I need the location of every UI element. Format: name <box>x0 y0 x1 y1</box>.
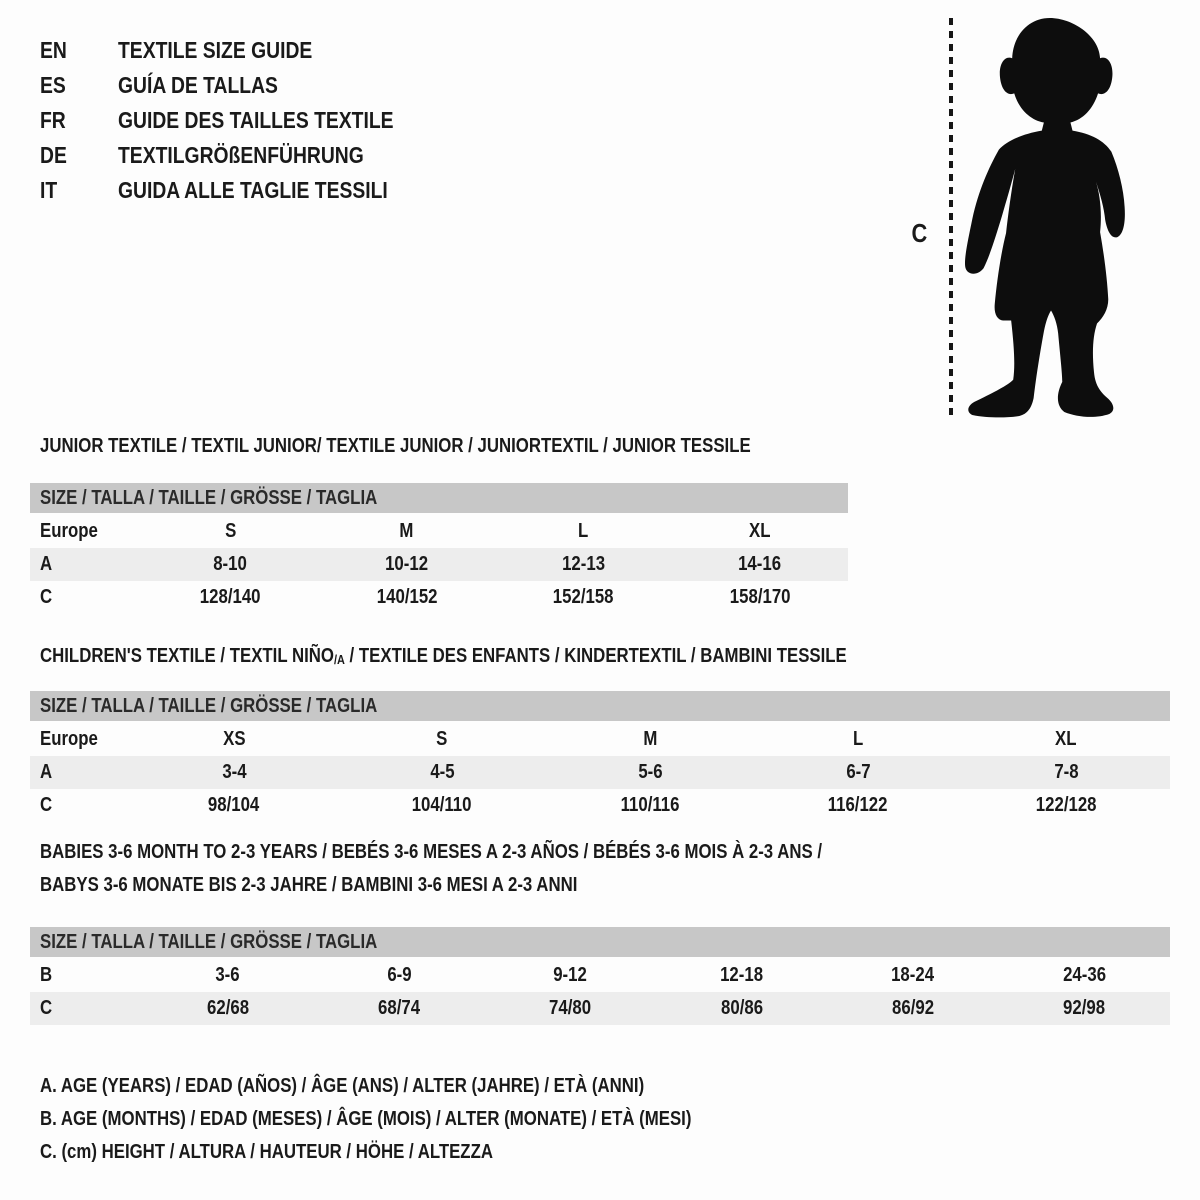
language-row <box>40 68 446 103</box>
table-cell: 80/86 <box>720 997 763 1019</box>
table-row-a <box>30 756 1170 789</box>
children-table-title <box>40 644 1000 672</box>
column-header: XL <box>1055 728 1077 750</box>
column-header-row <box>30 723 1170 756</box>
language-title: GUÍA DE TALLAS <box>118 72 278 98</box>
table-cell: 4-5 <box>429 761 455 783</box>
size-header-label: SIZE / TALLA / TAILLE / GRÖSSE / TAGLIA <box>40 694 378 717</box>
table-cell: 158/170 <box>729 586 791 608</box>
column-header: L <box>578 520 589 542</box>
row-label: C <box>40 794 53 816</box>
height-dashed-line <box>949 18 953 416</box>
language-title: GUIDA ALLE TAGLIE TESSILI <box>118 177 388 203</box>
table-cell: 3-4 <box>221 761 247 783</box>
row-label: B <box>40 964 53 986</box>
junior-table <box>30 483 848 614</box>
table-cell: 5-6 <box>637 761 663 783</box>
size-header-bar <box>30 691 1170 721</box>
babies-table <box>30 927 1170 1025</box>
height-measure-label: C <box>911 218 928 248</box>
region-label: Europe <box>40 728 98 750</box>
language-code: EN <box>40 37 67 63</box>
table-cell: 3-6 <box>215 964 240 986</box>
row-label: A <box>40 553 53 575</box>
table-cell: 6-7 <box>845 761 871 783</box>
column-header: S <box>436 728 448 750</box>
table-cell: 92/98 <box>1063 997 1106 1019</box>
babies-table-title-line2: BABYS 3-6 MONATE BIS 2-3 JAHRE / BAMBINI 3-6 MESI A 2-3 ANNI <box>40 874 578 896</box>
column-header: XS <box>222 728 246 750</box>
table-cell: 86/92 <box>891 997 935 1019</box>
language-title: GUIDE DES TAILLES TEXTILE <box>118 107 394 133</box>
column-header: XL <box>749 520 771 542</box>
children-title-pre: CHILDREN'S TEXTILE / TEXTIL NIÑO <box>40 645 334 667</box>
table-cell: 14-16 <box>738 553 782 575</box>
table-cell: 7-8 <box>1053 761 1079 783</box>
row-label: C <box>40 997 53 1019</box>
column-header: S <box>224 520 236 542</box>
language-code: DE <box>40 142 67 168</box>
column-header: M <box>399 520 414 542</box>
legend-line-b: B. AGE (MONTHS) / EDAD (MESES) / ÂGE (MOIS) / ALTER (MONATE) / ETÀ (MESI) <box>40 1108 692 1130</box>
table-row-a <box>30 548 848 581</box>
region-label: Europe <box>40 520 98 542</box>
table-row-c <box>30 992 1170 1025</box>
table-cell: 98/104 <box>208 794 260 816</box>
table-cell: 24-36 <box>1062 964 1106 986</box>
language-code: ES <box>40 72 66 98</box>
table-cell: 104/110 <box>412 794 472 816</box>
language-row <box>40 173 446 208</box>
language-title: TEXTILGRÖßENFÜHRUNG <box>118 142 364 168</box>
size-header-bar <box>30 483 848 513</box>
babies-table-title-line1: BABIES 3-6 MONTH TO 2-3 YEARS / BEBÉS 3-6 MESES A 2-3 AÑOS / BÉBÉS 3-6 MOIS À 2-3 ANS / <box>40 841 823 863</box>
language-title: TEXTILE SIZE GUIDE <box>118 37 313 63</box>
table-cell: 152/158 <box>552 586 614 608</box>
language-title-block <box>40 33 446 208</box>
children-title-post: / TEXTILE DES ENFANTS / KINDERTEXTIL / BAMBINI TESSILE <box>344 645 847 667</box>
language-row <box>40 138 446 173</box>
size-header-bar <box>30 927 1170 957</box>
table-cell: 110/116 <box>620 794 680 816</box>
table-cell: 8-10 <box>213 553 248 575</box>
legend-line-c: C. (cm) HEIGHT / ALTURA / HAUTEUR / HÖHE / ALTEZZA <box>40 1141 493 1163</box>
language-code: FR <box>40 107 66 133</box>
legend-line-a: A. AGE (YEARS) / EDAD (AÑOS) / ÂGE (ANS) / ALTER (JAHRE) / ETÀ (ANNI) <box>40 1075 645 1097</box>
column-header: L <box>852 728 864 750</box>
table-cell: 140/152 <box>376 586 438 608</box>
row-label: A <box>40 761 53 783</box>
table-cell: 12-18 <box>720 964 764 986</box>
toddler-silhouette-icon <box>958 16 1142 418</box>
children-title-sub: /A <box>333 652 345 667</box>
table-cell: 12-13 <box>561 553 605 575</box>
measurement-legend <box>40 1070 816 1169</box>
table-cell: 10-12 <box>385 553 429 575</box>
language-row <box>40 103 446 138</box>
children-table <box>30 691 1170 822</box>
table-cell: 128/140 <box>199 586 261 608</box>
size-header-label: SIZE / TALLA / TAILLE / GRÖSSE / TAGLIA <box>40 486 378 509</box>
table-cell: 6-9 <box>386 964 412 986</box>
language-code: IT <box>40 177 58 203</box>
language-row <box>40 33 446 68</box>
table-cell: 9-12 <box>553 964 588 986</box>
column-header-row <box>30 515 848 548</box>
column-header: M <box>642 728 657 750</box>
table-cell: 62/68 <box>206 997 249 1019</box>
size-header-label: SIZE / TALLA / TAILLE / GRÖSSE / TAGLIA <box>40 930 378 953</box>
table-cell: 18-24 <box>891 964 935 986</box>
junior-table-title: JUNIOR TEXTILE / TEXTIL JUNIOR/ TEXTILE JUNIOR / JUNIORTEXTIL / JUNIOR TESSILE <box>40 435 751 457</box>
table-row-c <box>30 789 1170 822</box>
table-cell: 74/80 <box>549 997 592 1019</box>
table-cell: 116/122 <box>828 794 888 816</box>
table-row-c <box>30 581 848 614</box>
table-row-b <box>30 959 1170 992</box>
table-cell: 122/128 <box>1035 794 1097 816</box>
row-label: C <box>40 586 53 608</box>
table-cell: 68/74 <box>377 997 421 1019</box>
